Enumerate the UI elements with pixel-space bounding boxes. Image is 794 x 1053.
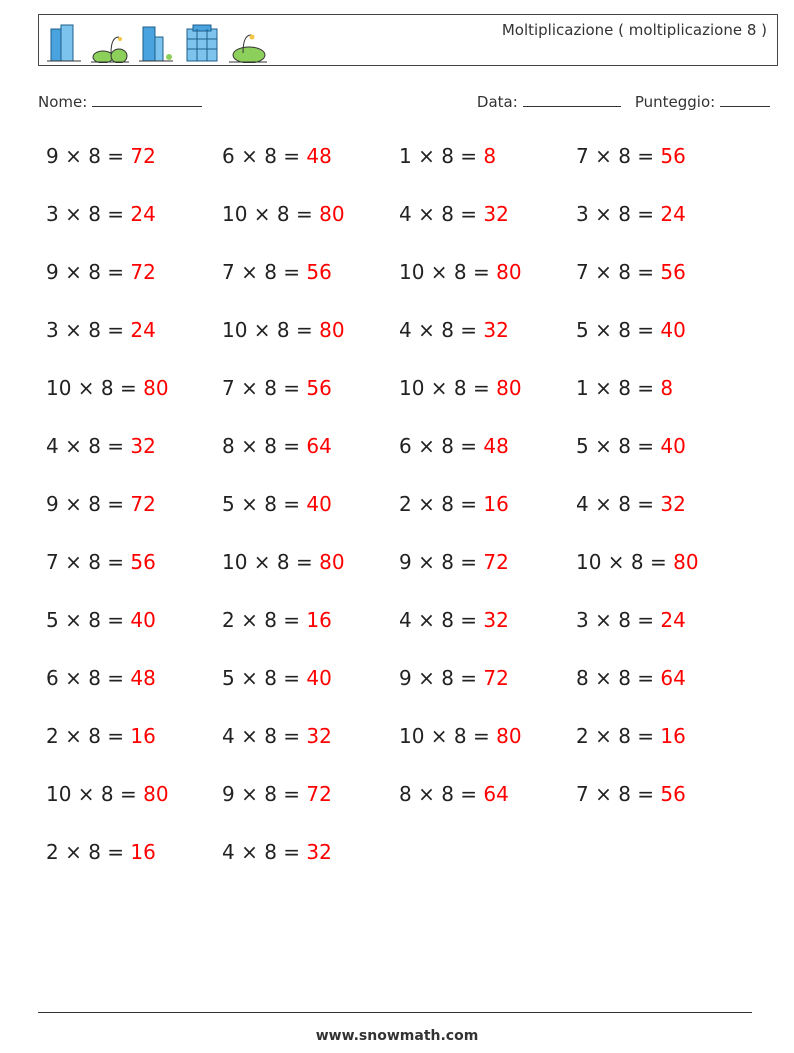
problem-answer: 56 [306, 376, 332, 400]
name-label: Nome: [38, 93, 88, 111]
problem-answer: 72 [306, 782, 332, 806]
problem-item [46, 318, 156, 342]
office-icon [183, 23, 221, 63]
date-blank[interactable] [523, 92, 621, 107]
problem-question: 9 × 8 = [222, 782, 307, 806]
footer-divider [38, 1012, 752, 1013]
problem-answer: 40 [306, 666, 332, 690]
problem-item [222, 782, 332, 806]
problem-item [46, 608, 156, 632]
problem-question: 10 × 8 = [222, 318, 320, 342]
problem-item [46, 724, 156, 748]
problem-answer: 80 [496, 376, 522, 400]
problem-item [46, 376, 169, 400]
problem-question: 9 × 8 = [399, 550, 484, 574]
problem-answer: 56 [660, 782, 686, 806]
problem-answer: 32 [306, 840, 332, 864]
problem-item [576, 724, 686, 748]
problem-item [222, 318, 345, 342]
problem-answer: 32 [483, 318, 509, 342]
problem-question: 1 × 8 = [576, 376, 661, 400]
problem-item [222, 202, 345, 226]
worksheet-header [38, 14, 778, 66]
problem-answer: 56 [660, 144, 686, 168]
score-blank[interactable] [720, 92, 770, 107]
problem-item [46, 666, 156, 690]
problem-answer: 32 [130, 434, 156, 458]
problem-answer: 80 [673, 550, 699, 574]
problem-answer: 48 [130, 666, 156, 690]
worksheet-title: Moltiplicazione ( moltiplicazione 8 ) [501, 21, 767, 39]
problem-item [46, 550, 156, 574]
problem-answer: 32 [483, 202, 509, 226]
problem-question: 4 × 8 = [222, 724, 307, 748]
problem-item [576, 666, 686, 690]
problem-item [222, 144, 332, 168]
problem-item [576, 492, 686, 516]
problem-question: 7 × 8 = [576, 782, 661, 806]
problem-question: 9 × 8 = [399, 666, 484, 690]
problem-item [222, 724, 332, 748]
problem-question: 3 × 8 = [46, 202, 131, 226]
problem-question: 8 × 8 = [222, 434, 307, 458]
score-label: Punteggio: [634, 93, 716, 111]
problem-item [222, 608, 332, 632]
problem-item [576, 144, 686, 168]
problem-item [222, 376, 332, 400]
problem-question: 4 × 8 = [576, 492, 661, 516]
problem-item [46, 782, 169, 806]
problem-item [46, 144, 156, 168]
problem-question: 6 × 8 = [46, 666, 131, 690]
problem-item [576, 376, 673, 400]
problem-item [46, 202, 156, 226]
problem-answer: 80 [319, 318, 345, 342]
problem-item [46, 260, 156, 284]
problem-answer: 48 [483, 434, 509, 458]
problem-item [399, 376, 522, 400]
problem-answer: 56 [130, 550, 156, 574]
problem-answer: 40 [130, 608, 156, 632]
problem-answer: 64 [483, 782, 509, 806]
problem-answer: 16 [483, 492, 509, 516]
problem-question: 2 × 8 = [399, 492, 484, 516]
problem-item [576, 782, 686, 806]
problem-answer: 24 [660, 608, 686, 632]
problem-answer: 80 [496, 724, 522, 748]
problem-item [222, 550, 345, 574]
problem-question: 10 × 8 = [46, 782, 144, 806]
name-field [38, 92, 202, 111]
problem-question: 5 × 8 = [46, 608, 131, 632]
problem-question: 3 × 8 = [576, 608, 661, 632]
problem-item [576, 318, 686, 342]
problem-question: 4 × 8 = [46, 434, 131, 458]
problem-item [399, 492, 509, 516]
building-icon [45, 23, 83, 63]
problem-answer: 40 [306, 492, 332, 516]
problem-question: 4 × 8 = [399, 608, 484, 632]
problem-item [222, 492, 332, 516]
problem-answer: 16 [660, 724, 686, 748]
problem-answer: 72 [483, 666, 509, 690]
problem-question: 9 × 8 = [46, 260, 131, 284]
problem-answer: 56 [306, 260, 332, 284]
problem-answer: 80 [319, 202, 345, 226]
problem-answer: 64 [306, 434, 332, 458]
problem-question: 10 × 8 = [576, 550, 674, 574]
problem-answer: 48 [306, 144, 332, 168]
problem-question: 9 × 8 = [46, 492, 131, 516]
problem-question: 8 × 8 = [576, 666, 661, 690]
problem-item [576, 608, 686, 632]
problem-item [576, 550, 699, 574]
problem-question: 4 × 8 = [399, 202, 484, 226]
problem-item [399, 724, 522, 748]
problem-item [399, 260, 522, 284]
problem-answer: 80 [143, 782, 169, 806]
problem-answer: 24 [660, 202, 686, 226]
problem-question: 4 × 8 = [399, 318, 484, 342]
header-icons [45, 23, 267, 63]
problem-answer: 40 [660, 318, 686, 342]
problem-question: 7 × 8 = [222, 376, 307, 400]
park-icon [91, 23, 129, 63]
problem-answer: 24 [130, 318, 156, 342]
name-blank[interactable] [92, 92, 202, 107]
problem-answer: 40 [660, 434, 686, 458]
problem-question: 7 × 8 = [576, 260, 661, 284]
tree-icon [229, 23, 267, 63]
problem-question: 8 × 8 = [399, 782, 484, 806]
problem-answer: 16 [306, 608, 332, 632]
problem-answer: 8 [660, 376, 674, 400]
problem-answer: 80 [319, 550, 345, 574]
problem-item [399, 666, 509, 690]
problem-question: 5 × 8 = [576, 318, 661, 342]
problem-item [576, 434, 686, 458]
problem-item [46, 840, 156, 864]
problem-question: 7 × 8 = [576, 144, 661, 168]
problem-item [46, 492, 156, 516]
problem-answer: 56 [660, 260, 686, 284]
problem-question: 6 × 8 = [399, 434, 484, 458]
problem-question: 3 × 8 = [576, 202, 661, 226]
problem-question: 10 × 8 = [222, 550, 320, 574]
problem-item [576, 260, 686, 284]
problem-answer: 16 [130, 724, 156, 748]
problem-answer: 72 [130, 144, 156, 168]
problem-item [399, 550, 509, 574]
date-score-fields [477, 92, 770, 111]
problem-answer: 32 [483, 608, 509, 632]
problem-answer: 72 [130, 260, 156, 284]
problem-item [222, 840, 332, 864]
problem-item [222, 260, 332, 284]
problem-item [576, 202, 686, 226]
problem-answer: 80 [496, 260, 522, 284]
problem-question: 6 × 8 = [222, 144, 307, 168]
problem-answer: 72 [483, 550, 509, 574]
problem-question: 7 × 8 = [46, 550, 131, 574]
problem-question: 10 × 8 = [399, 260, 497, 284]
problem-question: 10 × 8 = [399, 724, 497, 748]
problem-question: 2 × 8 = [576, 724, 661, 748]
problem-answer: 16 [130, 840, 156, 864]
problem-question: 1 × 8 = [399, 144, 484, 168]
problem-question: 9 × 8 = [46, 144, 131, 168]
problem-question: 7 × 8 = [222, 260, 307, 284]
problem-item [399, 434, 509, 458]
problem-answer: 64 [660, 666, 686, 690]
problem-question: 10 × 8 = [222, 202, 320, 226]
problem-question: 10 × 8 = [46, 376, 144, 400]
date-label: Data: [476, 93, 518, 111]
problem-item [399, 318, 509, 342]
problem-item [399, 608, 509, 632]
problem-question: 10 × 8 = [399, 376, 497, 400]
problem-question: 2 × 8 = [46, 724, 131, 748]
problem-question: 4 × 8 = [222, 840, 307, 864]
problem-item [399, 202, 509, 226]
problem-item [399, 144, 496, 168]
problem-question: 5 × 8 = [576, 434, 661, 458]
building-icon [137, 23, 175, 63]
problem-item [399, 782, 509, 806]
problem-answer: 24 [130, 202, 156, 226]
footer-url: www.snowmath.com [315, 1028, 479, 1044]
problem-answer: 72 [130, 492, 156, 516]
problem-question: 5 × 8 = [222, 666, 307, 690]
problem-item [222, 434, 332, 458]
problem-item [222, 666, 332, 690]
problem-answer: 80 [143, 376, 169, 400]
problem-answer: 32 [660, 492, 686, 516]
problem-answer: 8 [483, 144, 497, 168]
problem-answer: 32 [306, 724, 332, 748]
problem-question: 2 × 8 = [46, 840, 131, 864]
problem-item [46, 434, 156, 458]
problem-question: 3 × 8 = [46, 318, 131, 342]
problem-question: 5 × 8 = [222, 492, 307, 516]
problem-question: 2 × 8 = [222, 608, 307, 632]
